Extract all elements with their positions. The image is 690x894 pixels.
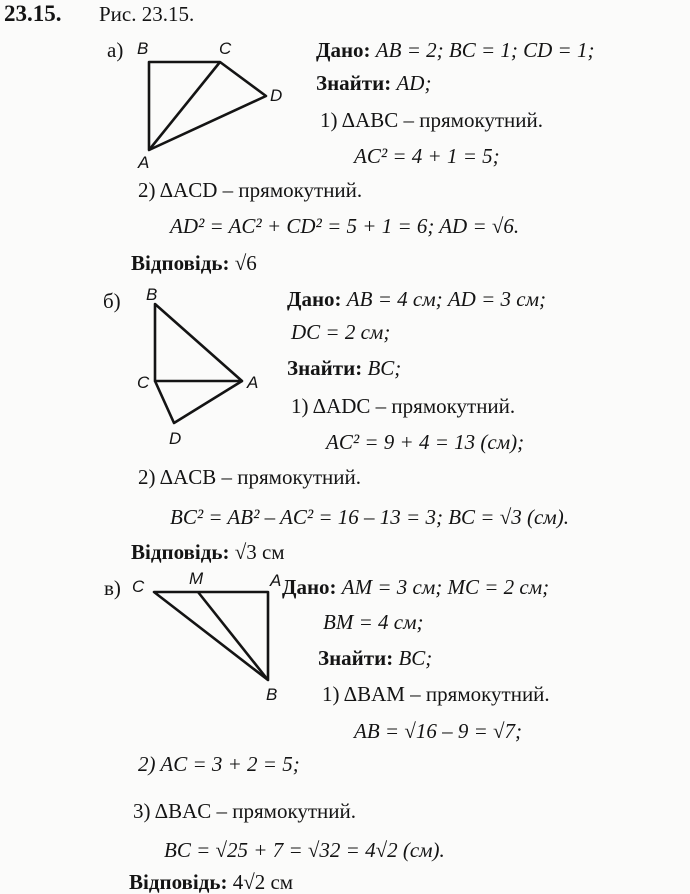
part-b-given-line2: DC = 2 см; (291, 320, 391, 344)
given-values: AB = 2; BC = 1; CD = 1; (375, 38, 595, 62)
point-b-label: B (146, 285, 158, 304)
figure-c-segment-bm (198, 592, 268, 680)
figure-a-diagonal-ac (149, 62, 220, 150)
figure-b-triangle-adc (155, 381, 242, 423)
find-prefix: Знайти: (318, 646, 394, 670)
part-c-step2: 2) AC = 3 + 2 = 5; (138, 752, 300, 776)
part-c-answer (129, 870, 293, 894)
point-m-label: M (189, 569, 204, 588)
part-c-step1-formula: AB = √16 – 9 = √7; (354, 719, 523, 743)
answer-value: 4√2 см (232, 870, 294, 894)
answer-value: √6 (234, 251, 257, 275)
point-b-label: B (266, 685, 278, 704)
given-prefix: Дано: (316, 38, 371, 62)
part-c-label: в) (104, 576, 121, 600)
answer-prefix: Відповідь: (131, 540, 230, 564)
answer-value: √3 см (234, 540, 285, 564)
point-c-label: C (219, 39, 232, 58)
point-d-label: D (270, 86, 283, 105)
point-d-label: D (169, 429, 182, 448)
answer-prefix: Відповідь: (129, 870, 228, 894)
find-prefix: Знайти: (316, 71, 392, 95)
figure-b-triangle-abc (155, 304, 242, 381)
point-b-label: B (137, 39, 149, 58)
given-prefix: Дано: (282, 575, 337, 599)
part-a-given (316, 38, 594, 62)
figure-c-triangle-abc (154, 592, 268, 680)
part-b-step2-formula: BC² = AB² – AC² = 16 – 13 = 3; BC = √3 (см). (170, 505, 569, 529)
find-prefix: Знайти: (287, 356, 363, 380)
part-c-given-line2: BM = 4 см; (323, 610, 424, 634)
part-a-step1-formula: AC² = 4 + 1 = 5; (354, 144, 500, 168)
find-value: BC; (398, 646, 433, 670)
part-a-step1-title: 1) ΔABC – прямокутний. (320, 108, 544, 132)
part-c-step3-title: 3) ΔBAC – прямокутний. (133, 799, 357, 823)
point-a-label: A (138, 153, 150, 172)
part-a-step2-title: 2) ΔACD – прямокутний. (138, 178, 363, 202)
part-b-label: б) (103, 289, 121, 313)
part-c-given (282, 575, 549, 599)
figure-reference: Рис. 23.15. (99, 2, 195, 26)
part-b-step2-title: 2) ΔACB – прямокутний. (138, 465, 362, 489)
part-b-given (287, 287, 546, 311)
figure-a (149, 62, 266, 150)
given-prefix: Дано: (287, 287, 342, 311)
part-b-step1-title: 1) ΔADC – прямокутний. (291, 394, 516, 418)
figure-a-outline (149, 62, 266, 150)
given-values: AM = 3 см; MC = 2 см; (341, 575, 550, 599)
figure-b (155, 304, 242, 423)
part-b-find (287, 356, 401, 380)
find-value: AD; (396, 71, 432, 95)
part-b-answer (131, 540, 285, 564)
part-c-step3-formula: BC = √25 + 7 = √32 = 4√2 (см). (164, 838, 445, 862)
point-c-label: C (132, 577, 145, 596)
part-b-step1-formula: AC² = 9 + 4 = 13 (см); (326, 430, 525, 454)
problem-number: 23.15. (4, 1, 62, 26)
part-a-find (316, 71, 431, 95)
part-c-step1-title: 1) ΔBAM – прямокутний. (322, 682, 550, 706)
part-a-label: а) (107, 38, 124, 62)
point-a-label: A (247, 373, 259, 392)
find-value: BC; (367, 356, 402, 380)
point-c-label: C (137, 373, 150, 392)
point-a-label: A (270, 571, 282, 590)
figure-c (154, 592, 268, 680)
part-c-find (318, 646, 432, 670)
part-a-answer (131, 251, 257, 275)
given-values: AB = 4 см; AD = 3 см; (346, 287, 546, 311)
answer-prefix: Відповідь: (131, 251, 230, 275)
part-a-step2-formula: AD² = AC² + CD² = 5 + 1 = 6; AD = √6. (170, 214, 520, 238)
